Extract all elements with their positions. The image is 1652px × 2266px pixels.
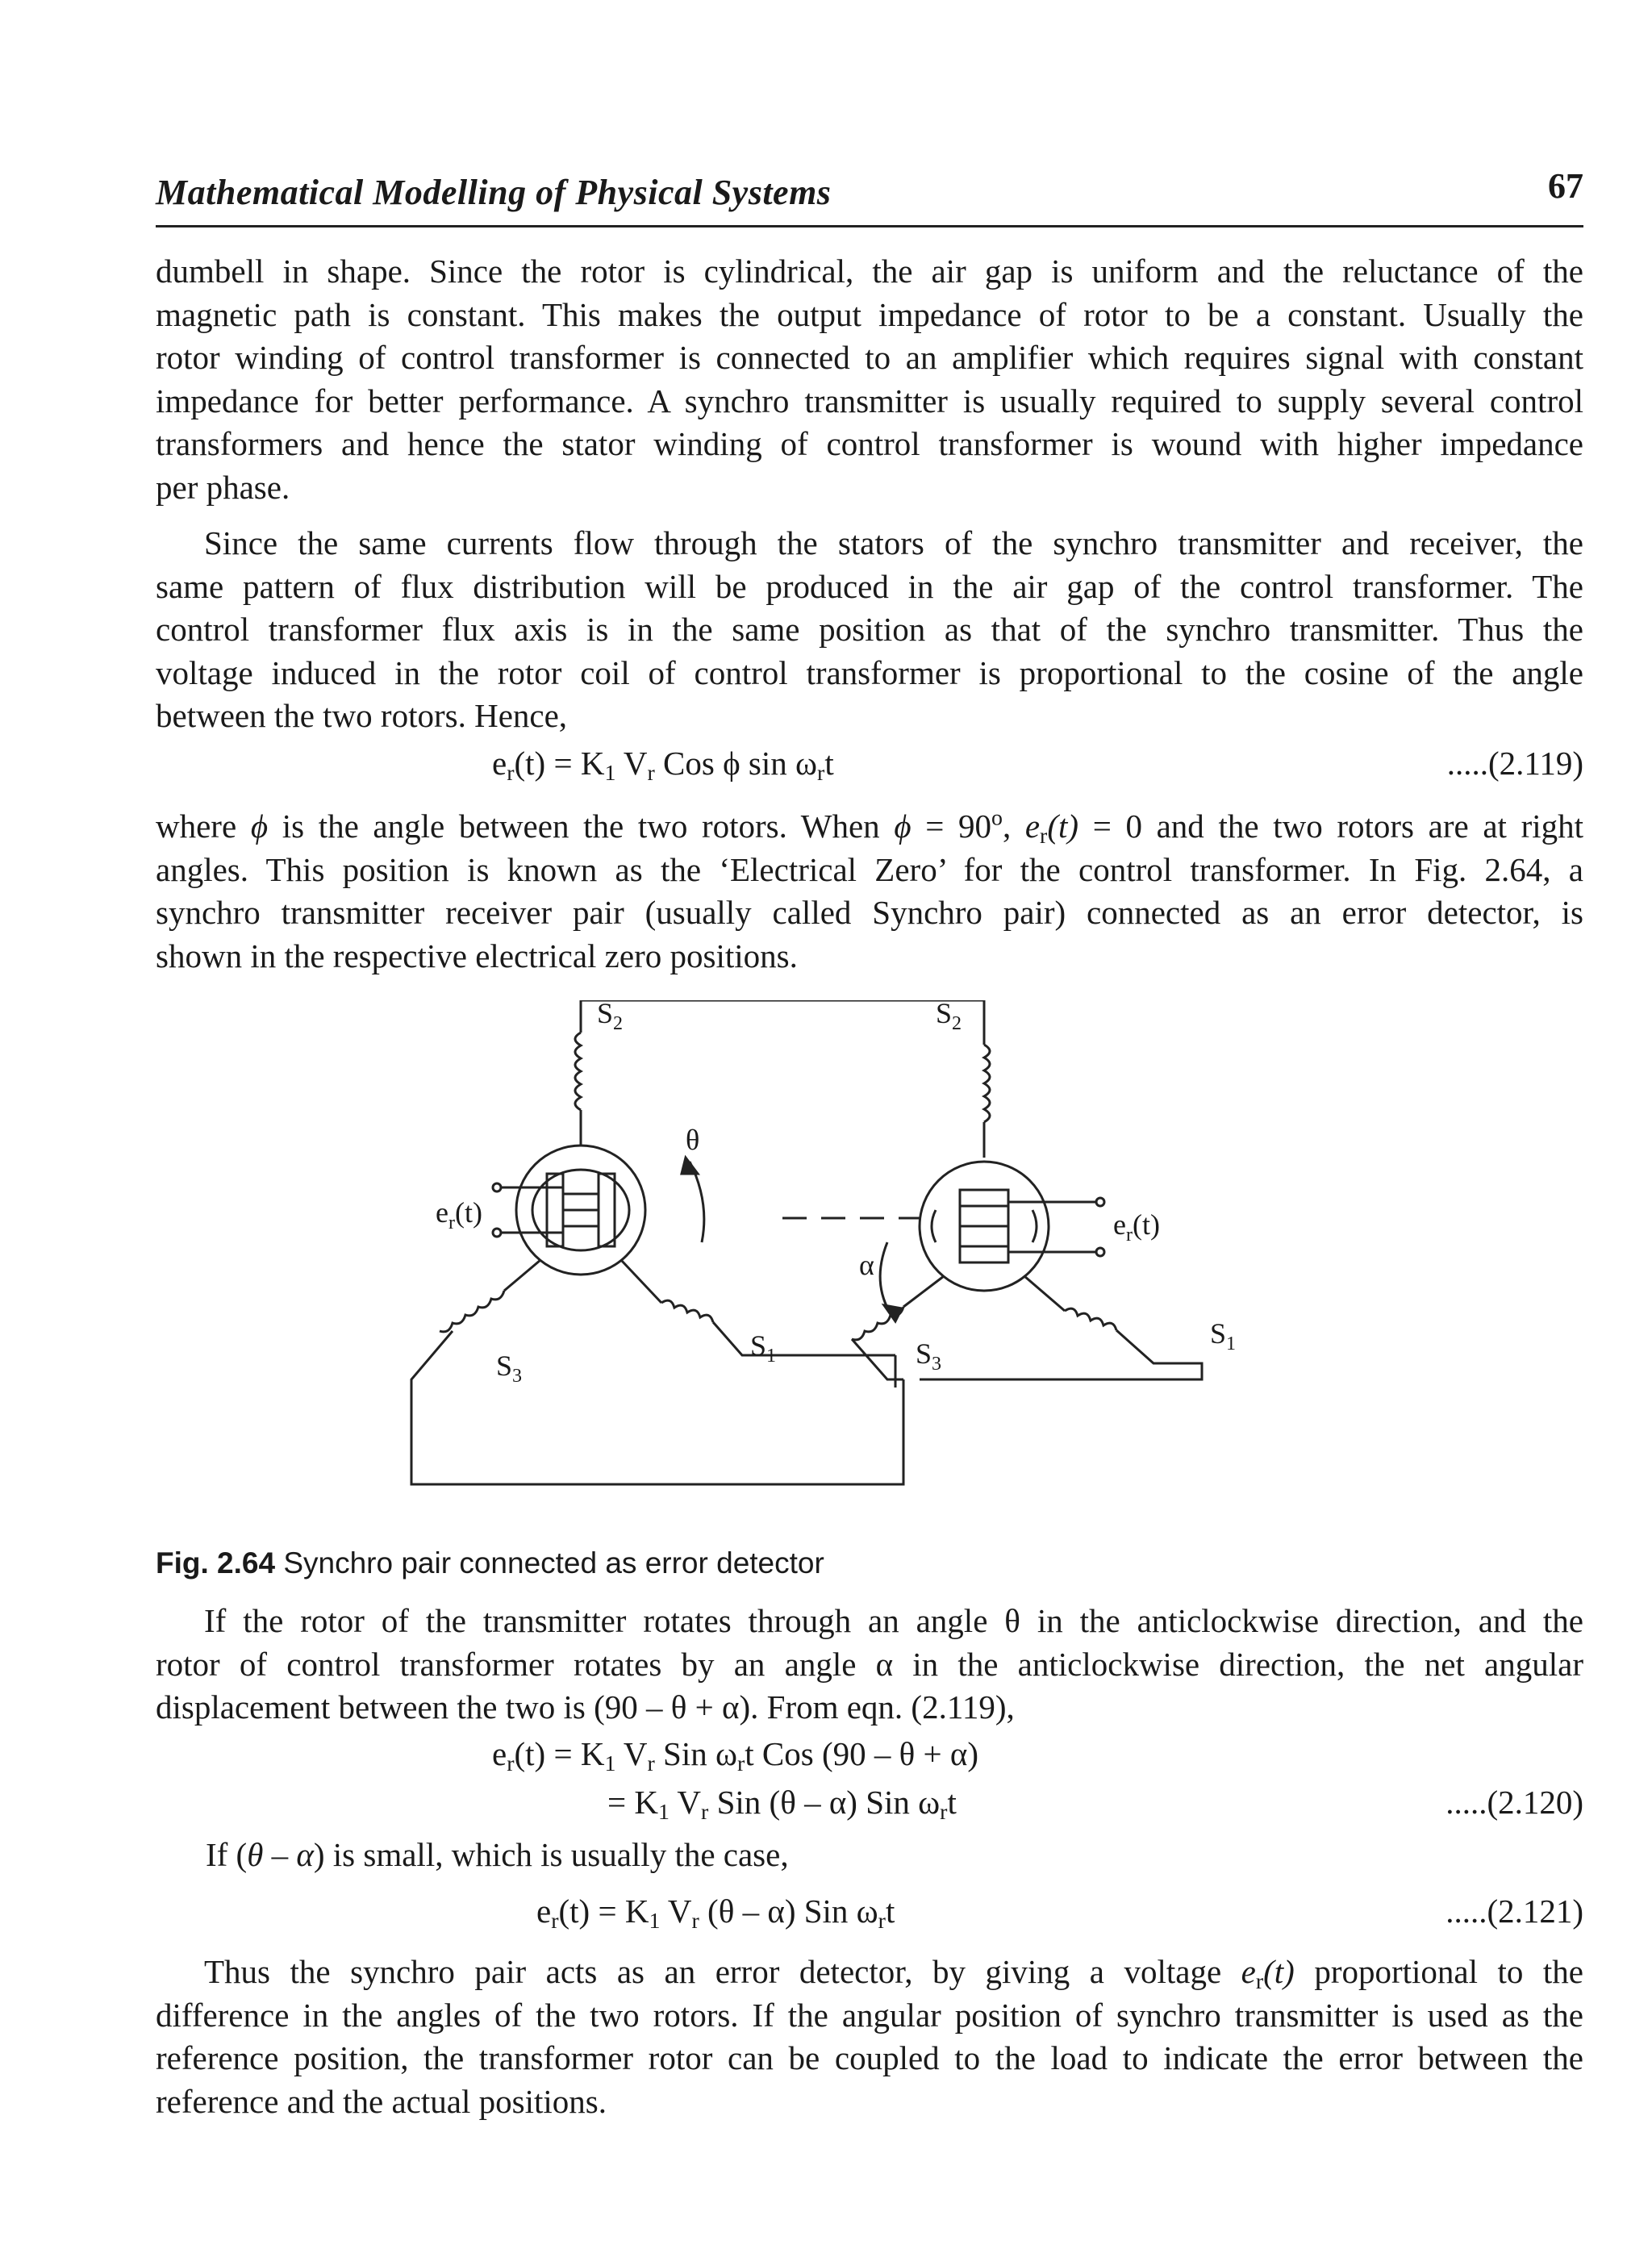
text-line: If the rotor of the transmitter rotates through an angle θ in the anticlockwise direction, and the <box>204 1602 1583 1639</box>
text-line: rotor winding of control transformer is connected to an amplifier which requires signal with constant <box>156 339 1583 376</box>
equation-number: .....(2.121) <box>1446 1893 1583 1930</box>
paragraph-4 <box>156 1600 1583 1730</box>
coil-s1-right <box>1065 1308 1116 1330</box>
label-alpha: α <box>859 1249 874 1281</box>
text-line: angles. This position is known as the ‘Electrical Zero’ for the control transformer. In Fig. 2.64, a <box>156 850 1583 888</box>
text-line: transformers and hence the stator winding of control transformer is wound with higher impedance <box>156 425 1583 462</box>
paragraph-5: If (θ – α) is small, which is usually the case, <box>206 1836 789 1873</box>
running-title: Mathematical Modelling of Physical Systems <box>156 173 832 212</box>
paragraph-2 <box>156 522 1583 738</box>
text-line: Thus the synchro pair acts as an error detector, by giving a voltage $e_r(t)$ proportional to the <box>204 1953 1583 1994</box>
text-line: control transformer flux axis is in the same position as that of the synchro transmitter. Thus the <box>156 611 1583 648</box>
paragraph-3 <box>156 805 1583 978</box>
paragraph-1 <box>156 250 1583 509</box>
running-header <box>156 165 1583 222</box>
coil-s2-left <box>575 1033 581 1110</box>
text-line: magnetic path is constant. This makes the output impedance of rotor to be a constant. Usually the <box>156 295 1583 333</box>
label-theta: θ <box>686 1124 700 1156</box>
label-s2-left: $S_2$ <box>597 1000 624 1034</box>
text-line: where ϕ is the angle between the two rotors. When $\phi = 90^o$, $e_r(t) = 0$ and the two rotors are at right <box>156 805 1584 849</box>
page-number: 67 <box>1548 166 1583 206</box>
text-line: between the two rotors. Hence, <box>156 697 568 734</box>
figure-caption: Fig. 2.64 Synchro pair connected as error detector <box>156 1546 824 1580</box>
paragraph-6 <box>156 1951 1583 2123</box>
text-line: reference and the actual positions. <box>156 2082 607 2120</box>
coil-s2-right <box>984 1045 990 1122</box>
text-line: impedance for better performance. A synchro transmitter is usually required to supply several control <box>156 382 1583 419</box>
text-line: synchro transmitter receiver pair (usually called Synchro pair) connected as an error detector, is <box>156 894 1583 931</box>
text-line: displacement between the two is (90 – θ + α). From eqn. (2.119), <box>156 1688 1015 1726</box>
text-line: dumbell in shape. Since the rotor is cylindrical, the air gap is uniform and the reluctance of the <box>156 252 1583 290</box>
equation-number: .....(2.120) <box>1446 1784 1583 1821</box>
label-s3-right: $S_3$ <box>916 1337 942 1375</box>
label-s3-left: $S_3$ <box>496 1350 523 1387</box>
text-line: same pattern of flux distribution will be produced in the air gap of the control transformer. The <box>156 567 1583 605</box>
equation-2-119: $e_r(t) = K_1$ $V_r$ Cos ϕ $\sin \omega_rt$ <box>492 745 834 786</box>
equation-2-120-line1: $e_r(t) = K_1$ $V_r$ Sin $\omega_rt$ Cos (90 – θ + α) <box>492 1735 979 1776</box>
coil-s1-left <box>661 1300 713 1322</box>
label-s2-right: $S_2$ <box>936 1000 962 1034</box>
text-line: Since the same currents flow through the stators of the synchro transmitter and receiver, the <box>204 524 1583 561</box>
header-rule <box>156 225 1583 227</box>
label-er-left: $e_r(t)$ <box>436 1196 482 1233</box>
text-line: reference position, the transformer rotor can be coupled to the load to indicate the error between the <box>156 2039 1583 2076</box>
wire-s2 <box>581 1000 984 1045</box>
text-line: difference in the angles of the two rotors. If the angular position of synchro transmitter is used as the <box>156 1996 1583 2034</box>
equation-number: .....(2.119) <box>1446 745 1583 782</box>
text-line: voltage induced in the rotor coil of control transformer is proportional to the cosine of the angle <box>156 653 1583 691</box>
equation-2-120-line2: = $K_1$ $V_r$ Sin (θ – α) Sin $\omega_rt$ <box>607 1784 957 1825</box>
synchro-pair-diagram <box>403 1000 1291 1525</box>
text-line: rotor of control transformer rotates by an angle α in the anticlockwise direction, the net angular <box>156 1645 1583 1683</box>
coil-s3-left <box>440 1291 504 1332</box>
text-line: per phase. <box>156 468 290 506</box>
label-s1-left: $S_1$ <box>750 1329 777 1367</box>
equation-2-121: $e_r(t) = K_1$ $V_r$ (θ – α) Sin $\omega_rt$ <box>536 1893 895 1934</box>
label-s1-right: $S_1$ <box>1210 1317 1237 1354</box>
label-er-right: $e_r(t)$ <box>1113 1208 1160 1246</box>
text-line: shown in the respective electrical zero positions. <box>156 937 798 974</box>
